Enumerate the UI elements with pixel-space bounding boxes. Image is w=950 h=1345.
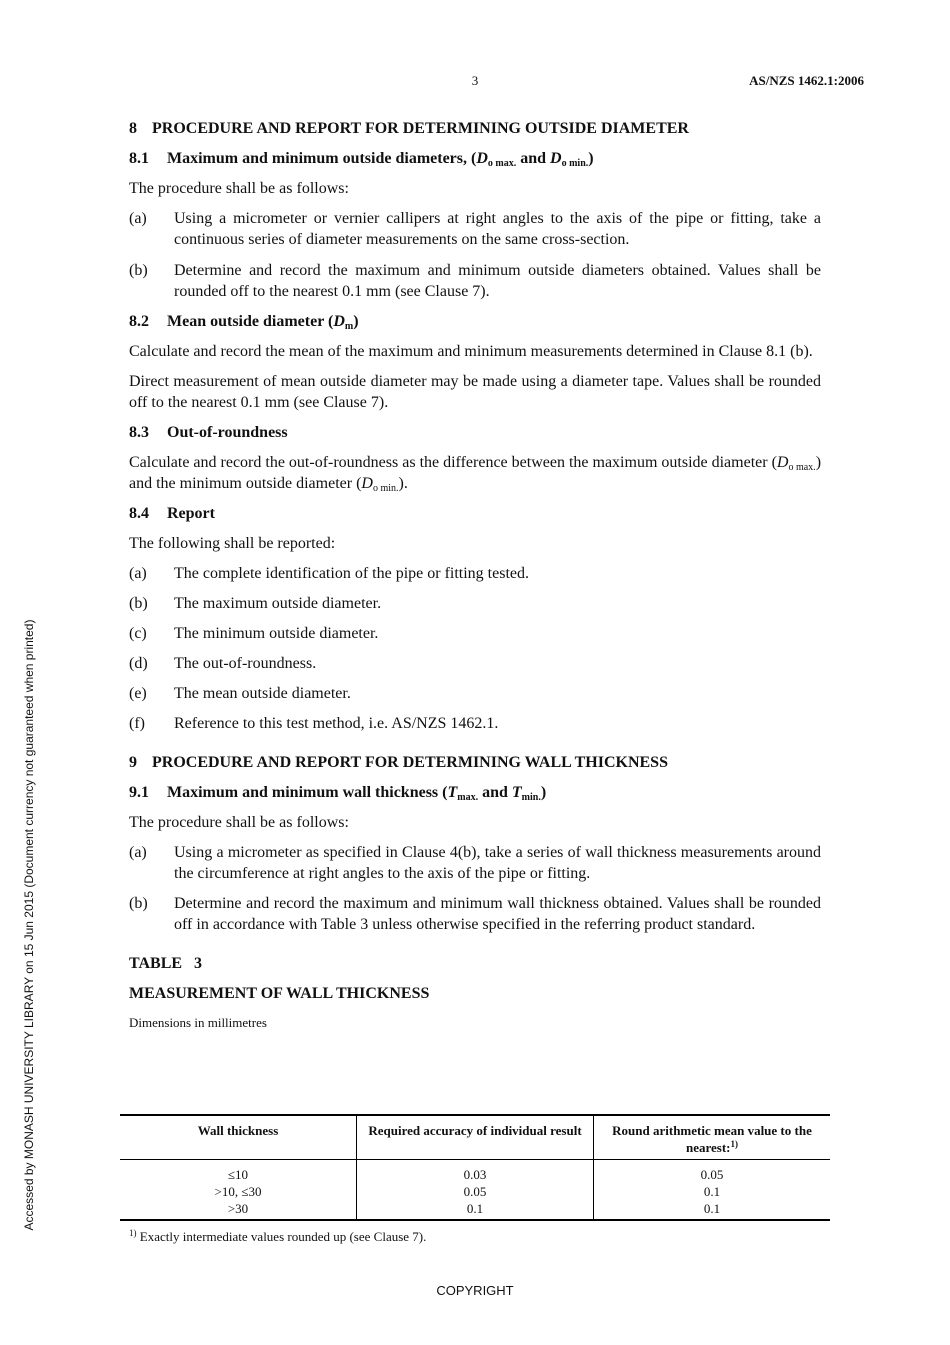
section-8-heading: 8 PROCEDURE AND REPORT FOR DETERMINING OUTSIDE DIAMETER [129,120,689,137]
clause-8-1-intro: The procedure shall be as follows: [129,180,349,197]
list-item: (a) The complete identification of the pipe or fitting tested. [129,565,529,582]
copyright-footer: COPYRIGHT [436,1283,514,1298]
table-footnote: $^{1)}$ Exactly intermediate values rounded up (see Clause 7). [129,1228,427,1244]
header-required-accuracy: Required accuracy of individual result [357,1115,594,1160]
list-item: (b) Determine and record the maximum and minimum wall thickness obtained. Values shall be rounded off in accordance with Table 3 unless otherwise specified in the referring product standard. [129,895,821,933]
table-units: Dimensions in millimetres [129,1015,267,1030]
standard-code: AS/NZS 1462.1:2006 [749,73,864,88]
clause-9-1-intro: The procedure shall be as follows: [129,814,349,831]
table-header-row [120,1115,830,1160]
table-title: MEASUREMENT OF WALL THICKNESS [129,985,430,1002]
clause-8-4-heading: 8.4 Report [129,505,215,522]
wall-thickness-table [120,1114,830,1221]
list-item: (b) The maximum outside diameter. [129,595,382,612]
list-item: (b) Determine and record the maximum and minimum outside diameters obtained. Values shall be rounded off to the nearest 0.1 mm (see Clause 7). [129,262,821,300]
clause-8-3-paragraph: Calculate and record the out-of-roundness as the difference between the maximum outside diameter $(D_{o max.})$ and the minimum outside diameter $(D_{o min.})$. [129,454,822,494]
section-9-heading: 9 PROCEDURE AND REPORT FOR DETERMINING WALL THICKNESS [129,754,668,771]
access-watermark: Accessed by MONASH UNIVERSITY LIBRARY on 15 Jun 2015 (Document currency not guaranteed when printed) [22,619,36,1231]
list-item: (d) The out-of-roundness. [129,655,317,672]
list-item: (e) The mean outside diameter. [129,685,351,702]
list-item: (a) Using a micrometer or vernier callipers at right angles to the axis of the pipe or fitting, take a continuous series of diameter measurements on the same cross-section. [129,210,821,248]
clause-8-2-heading: 8.2 Mean outside diameter $(D_m)$ [129,313,359,332]
rounding-cell: 0.05 0.1 0.1 [594,1160,831,1221]
list-item: (a) Using a micrometer as specified in Clause 4(b), take a series of wall thickness measurements around the circumference at right angles to the axis of the pipe or fitting. [129,844,821,882]
clause-8-3-heading: 8.3 Out-of-roundness [129,424,288,441]
list-item: (c) The minimum outside diameter. [129,625,379,642]
table-label: TABLE 3 [129,955,203,972]
table-row [120,1160,830,1221]
clause-9-1-heading: 9.1 Maximum and minimum wall thickness ($T_{max.}$ and $T_{min.}$) [129,784,547,803]
header-round-mean: Round arithmetic mean value to the nearest:$^{1)}$ [594,1115,831,1160]
document-body [129,118,821,1031]
clause-8-1-heading: 8.1 Maximum and minimum outside diameters, ($D_{o max.}$ and $D_{o min.}$) [129,150,594,169]
clause-8-2-paragraph: Calculate and record the mean of the maximum and minimum measurements determined in Clause 8.1 (b). [129,343,813,360]
clause-8-4-intro: The following shall be reported: [129,535,336,552]
page-number: 3 [471,73,479,88]
header-wall-thickness: Wall thickness [120,1115,357,1160]
list-item: (f) Reference to this test method, i.e. AS/NZS 1462.1. [129,715,499,732]
clause-8-2-paragraph: Direct measurement of mean outside diameter may be made using a diameter tape. Values shall be rounded off to the nearest 0.1 mm (see Clause 7). [129,373,821,411]
accuracy-cell: 0.03 0.05 0.1 [357,1160,594,1221]
wall-thickness-cell: ≤10 >10, ≤30 >30 [214,1167,262,1216]
